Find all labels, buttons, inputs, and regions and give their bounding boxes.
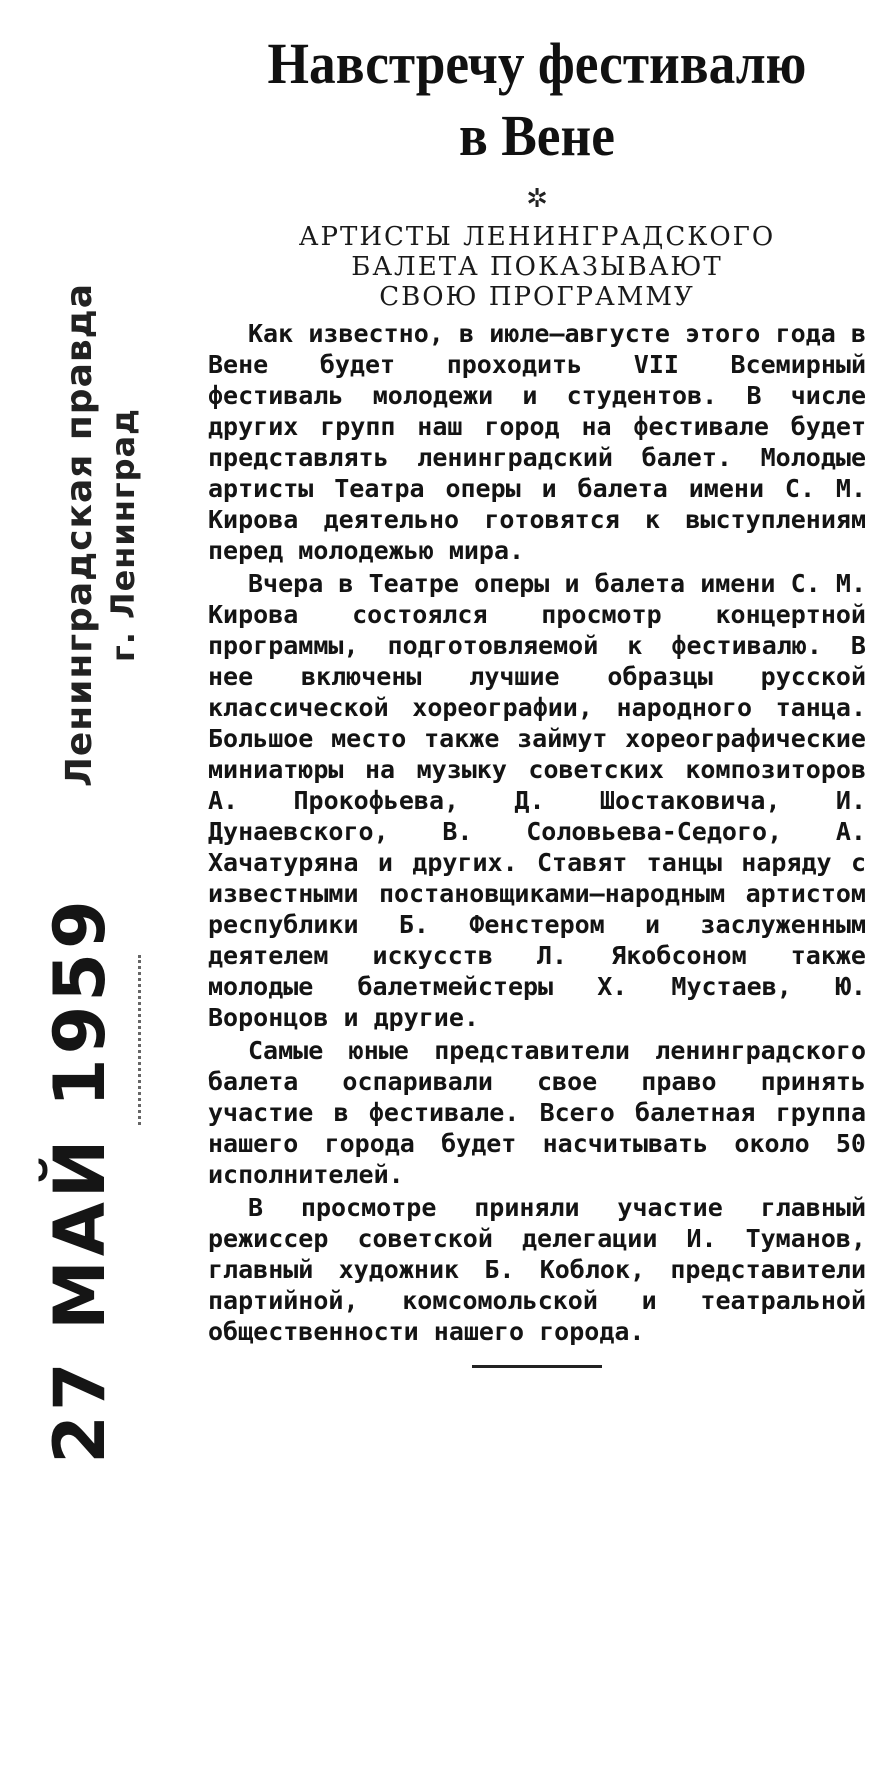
- archive-stamp: [0, 0, 200, 1782]
- article-paragraph: Как известно, в июле—августе этого года в Вене будет проходить VII Всемирный фестиваль молодежи и студентов. В числе других групп наш город на фестивале будет представлять ленинградский балет. Молодые артисты Театра оперы и балета имени С. М. Кирова деятельно готовятся к выступлениям перед молодежью мира.: [208, 319, 866, 565]
- stamp-source: [55, 282, 145, 788]
- stamp-publication: Ленинградская правда: [58, 282, 100, 788]
- stamp-date: 27 МАЙ 1959: [39, 896, 121, 1464]
- article-end-rule: [472, 1365, 602, 1368]
- article-paragraph: В просмотре приняли участие главный режиссер советской делегации И. Туманов, главный художник Б. Коблок, представители партийной, комсомольской и театральной общественности нашего города.: [208, 1193, 866, 1346]
- article-subheadline: [208, 222, 866, 312]
- subheadline-line-2: БАЛЕТА ПОКАЗЫВАЮТ: [351, 252, 723, 282]
- article-body: [208, 318, 866, 1347]
- article-headline: [234, 28, 839, 172]
- subheadline-line-3: СВОЮ ПРОГРАММУ: [379, 282, 695, 312]
- asterism-separator: ✲: [526, 184, 548, 214]
- headline-line-1: Навстречу фестивалю: [267, 31, 807, 96]
- article-paragraph: Вчера в Театре оперы и балета имени С. М. Кирова состоялся просмотр концертной программы, подготовляемой к фестивалю. В нее включены лучшие образцы русской классической хореографии, народного танца. Большое место также займут хореографические миниатюры на музыку советских композиторов А. Прокофьева, Д. Шостаковича, И. Дунаевского, В. Соловьева-Седого, А. Хачатуряна и других. Ставят танцы наряду с известными постановщиками—народным артистом республики Б. Фенстером и заслуженным деятелем искусств Л. Якобсоном также молодые балетмейстеры Х. Мустаев, Ю. Воронцов и другие.: [208, 569, 866, 1032]
- article-paragraph: Самые юные представители ленинградского балета оспаривали свое право принять участие в фестивале. Всего балетная группа нашего города будет насчитывать около 50 исполнителей.: [208, 1036, 866, 1189]
- headline-line-2: в Вене: [459, 103, 615, 168]
- stamp-dotted-line: [138, 955, 147, 1125]
- subheadline-line-1: АРТИСТЫ ЛЕНИНГРАДСКОГО: [298, 222, 776, 252]
- newspaper-article: [208, 28, 866, 1368]
- stamp-city: г. Ленинград: [103, 408, 142, 662]
